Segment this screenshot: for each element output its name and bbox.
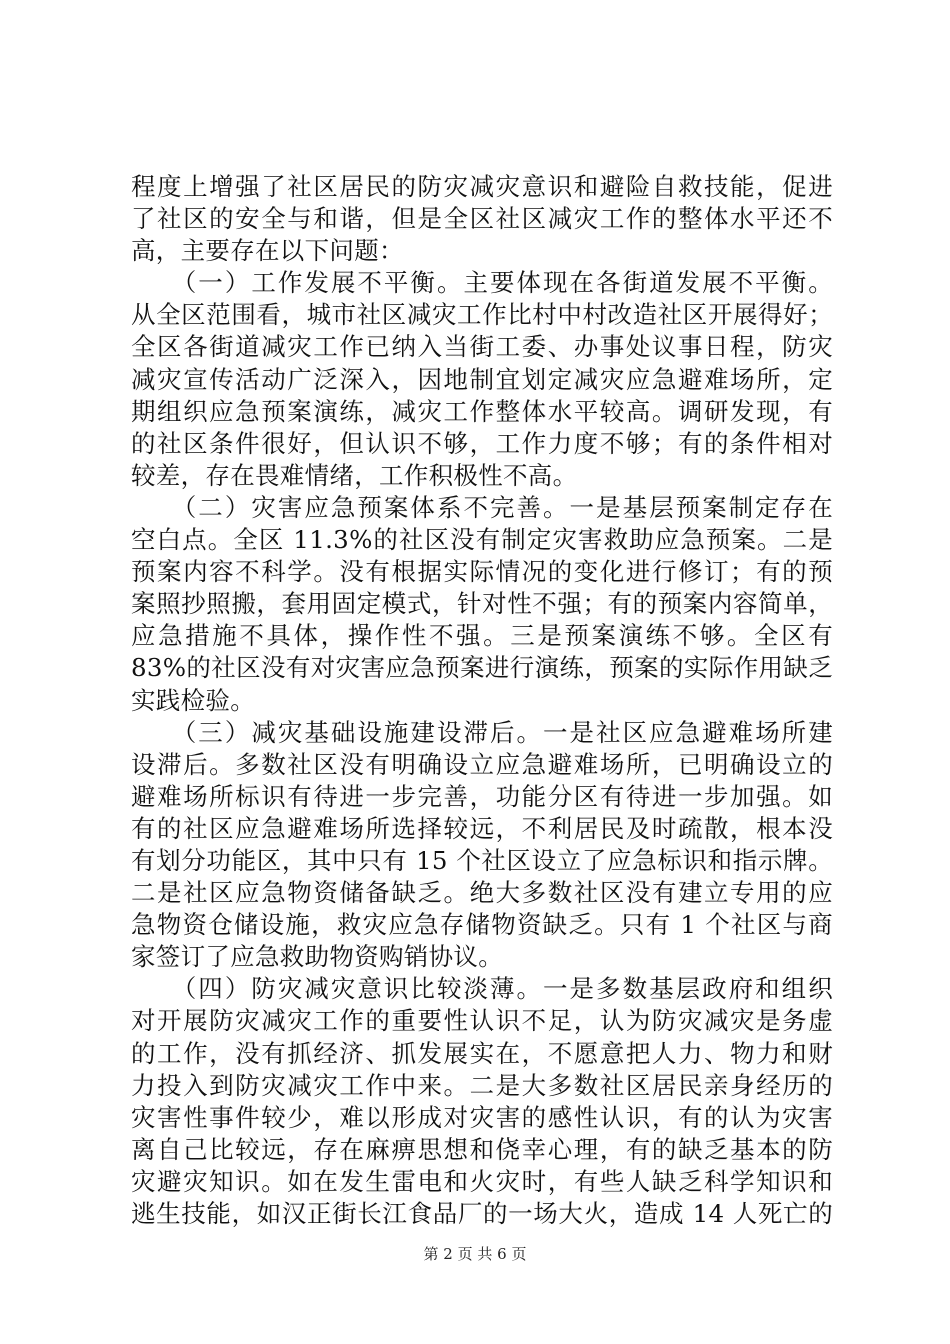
text-line: 程度上增强了社区居民的防灾减灾意识和避险自救技能，促进 xyxy=(131,172,833,201)
text-line: 灾害性事件较少，难以形成对灾害的感性认识，有的认为灾害 xyxy=(131,1102,833,1132)
text-line: （一）工作发展不平衡。主要体现在各街道发展不平衡。 xyxy=(131,268,833,298)
text-line: （二）灾害应急预案体系不完善。一是基层预案制定存在 xyxy=(131,492,833,522)
text-line: 高，主要存在以下问题： xyxy=(131,236,404,266)
text-line: 有划分功能区，其中只有 15 个社区设立了应急标识和指示牌。 xyxy=(131,845,833,875)
text-line: （四）防灾减灾意识比较淡薄。一是多数基层政府和组织 xyxy=(131,974,833,1004)
text-line: 对开展防灾减灾工作的重要性认识不足，认为防灾减灾是务虚 xyxy=(131,1006,833,1036)
page-number-footer: 第 2 页 共 6 页 xyxy=(423,1245,527,1263)
text-line: 从全区范围看，城市社区减灾工作比村中村改造社区开展得好； xyxy=(131,300,833,330)
text-line: 了社区的安全与和谐，但是全区社区减灾工作的整体水平还不 xyxy=(131,204,833,234)
text-line: 空白点。全区 11.3%的社区没有制定灾害救助应急预案。二是 xyxy=(131,525,833,555)
text-line: 避难场所标识有待进一步完善，功能分区有待进一步加强。如 xyxy=(131,781,833,811)
text-line: 设滞后。多数社区没有明确设立应急避难场所，已明确设立的 xyxy=(131,749,833,779)
text-line: 的工作，没有抓经济、抓发展实在，不愿意把人力、物力和财 xyxy=(131,1038,833,1068)
text-line: 灾避灾知识。如在发生雷电和火灾时，有些人缺乏科学知识和 xyxy=(131,1166,833,1196)
text-line: 较差，存在畏难情绪，工作积极性不高。 xyxy=(131,460,578,490)
text-line: 83%的社区没有对灾害应急预案进行演练，预案的实际作用缺乏 xyxy=(131,653,833,683)
text-line: 的社区条件很好，但认识不够，工作力度不够；有的条件相对 xyxy=(131,428,833,458)
text-line: 急物资仓储设施，救灾应急存储物资缺乏。只有 1 个社区与商 xyxy=(131,910,833,940)
text-line: 全区各街道减灾工作已纳入当街工委、办事处议事日程，防灾 xyxy=(131,332,833,362)
text-line: 有的社区应急避难场所选择较远，不利居民及时疏散，根本没 xyxy=(131,813,833,843)
text-line: （三）减灾基础设施建设滞后。一是社区应急避难场所建 xyxy=(131,717,833,747)
text-line: 逃生技能，如汉正街长江食品厂的一场大火，造成 14 人死亡的 xyxy=(131,1199,833,1228)
text-line: 期组织应急预案演练，减灾工作整体水平较高。调研发现，有 xyxy=(131,396,833,426)
text-line: 家签订了应急救助物资购销协议。 xyxy=(131,942,503,972)
text-line: 力投入到防灾减灾工作中来。二是大多数社区居民亲身经历的 xyxy=(131,1070,833,1100)
document-body xyxy=(131,171,833,1230)
text-line: 预案内容不科学。没有根据实际情况的变化进行修订；有的预 xyxy=(131,557,833,587)
text-line: 应急措施不具体，操作性不强。三是预案演练不够。全区有 xyxy=(131,621,833,651)
text-line: 案照抄照搬，套用固定模式，针对性不强；有的预案内容简单， xyxy=(131,589,833,619)
text-line: 离自己比较远，存在麻痹思想和侥幸心理，有的缺乏基本的防 xyxy=(131,1134,833,1164)
text-line: 二是社区应急物资储备缺乏。绝大多数社区没有建立专用的应 xyxy=(131,878,833,908)
text-line: 实践检验。 xyxy=(131,685,255,715)
text-line: 减灾宣传活动广泛深入，因地制宜划定减灾应急避难场所，定 xyxy=(131,364,833,394)
